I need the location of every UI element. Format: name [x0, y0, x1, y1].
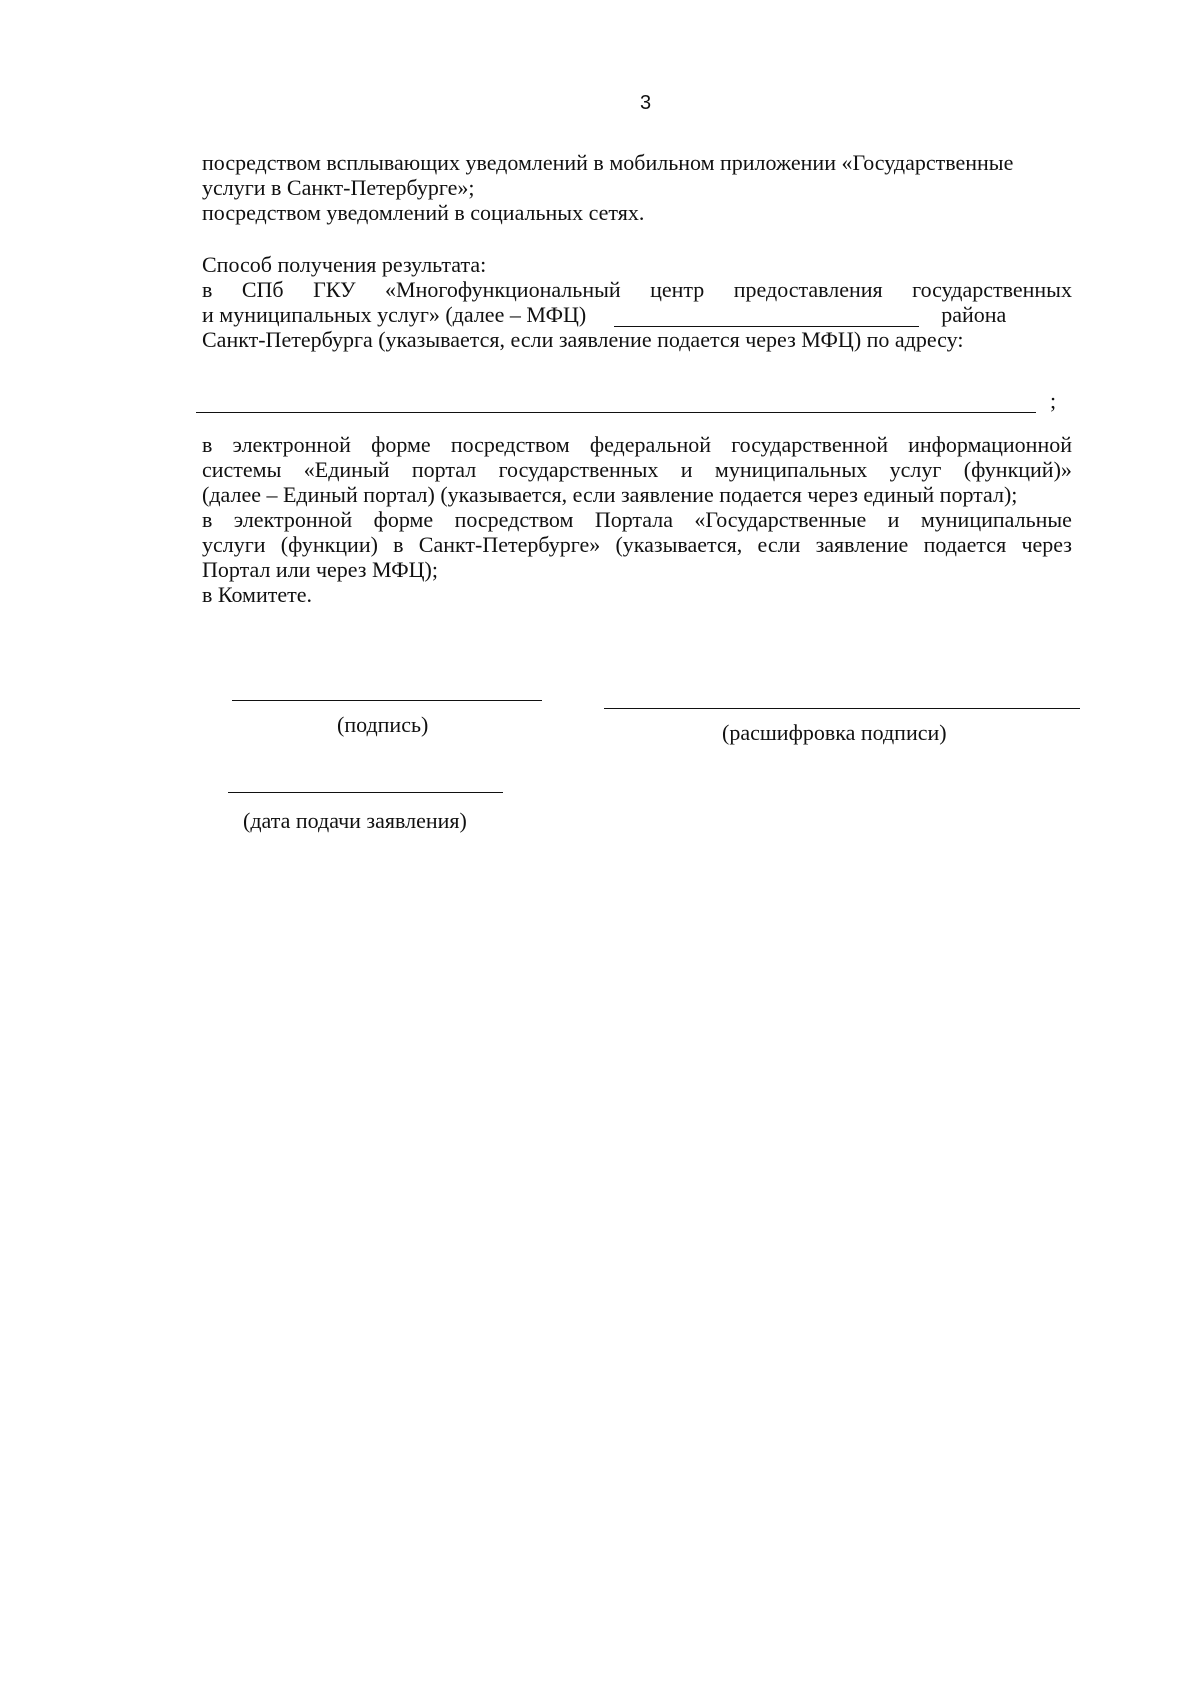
word: если [757, 532, 801, 557]
application-date-label: (дата подачи заявления) [243, 808, 467, 833]
word: Санкт-Петербурге» [418, 532, 601, 557]
word: в [202, 507, 213, 532]
word: центр [650, 277, 705, 302]
word: муниципальных [714, 457, 868, 482]
word: системы [202, 457, 282, 482]
word: (функций)» [963, 457, 1072, 482]
mfc-line-2-end: района [941, 302, 1007, 327]
signature-decoding-label: (расшифровка подписи) [722, 720, 947, 745]
word: ГКУ [313, 277, 356, 302]
signature-decoding-field[interactable] [604, 708, 1080, 709]
mfc-line-3: Санкт-Петербурга (указывается, если заявление подается через МФЦ) по адресу: [202, 327, 964, 352]
word: федеральной [589, 432, 712, 457]
word: форме [373, 507, 434, 532]
option-line: в Комитете. [202, 582, 312, 607]
signature-field[interactable] [232, 700, 542, 701]
word: посредством [450, 432, 570, 457]
option-line: Портал или через МФЦ); [202, 557, 438, 582]
word: электронной [232, 432, 351, 457]
word: в [393, 532, 404, 557]
notification-line: услуги в Санкт-Петербурге»; [202, 175, 475, 200]
word: предоставления [733, 277, 883, 302]
word: (функции) [280, 532, 378, 557]
page-number: 3 [640, 92, 652, 114]
option-line [202, 507, 1072, 532]
word: государственной [731, 432, 888, 457]
word: «Многофункциональный [385, 277, 621, 302]
word: портал [411, 457, 477, 482]
word: государственных [912, 277, 1072, 302]
options-block [202, 432, 1072, 607]
result-method-block [202, 252, 1072, 352]
option-line [202, 532, 1072, 557]
word: посредством [454, 507, 574, 532]
word: (указывается, [615, 532, 743, 557]
notification-line: посредством всплывающих уведомлений в мобильном приложении «Государственные [202, 150, 1014, 175]
word: информационной [908, 432, 1072, 457]
word: через [1021, 532, 1072, 557]
word: форме [371, 432, 431, 457]
word: подается [923, 532, 1007, 557]
word: и [680, 457, 693, 482]
word: и [887, 507, 900, 532]
word: СПб [241, 277, 284, 302]
notification-line: посредством уведомлений в социальных сетях. [202, 200, 645, 225]
word: в [202, 277, 213, 302]
option-line [202, 457, 1072, 482]
address-blank-field[interactable] [196, 412, 1036, 413]
word: «Единый [303, 457, 390, 482]
word: услуг [889, 457, 942, 482]
signature-label: (подпись) [337, 712, 429, 737]
word: в [202, 432, 213, 457]
address-semicolon: ; [1050, 388, 1057, 413]
mfc-line-2-text: и муниципальных услуг» (далее – МФЦ) [202, 302, 587, 327]
word: муниципальные [920, 507, 1072, 532]
mfc-line-2 [202, 302, 1072, 327]
result-method-heading: Способ получения результата: [202, 252, 487, 277]
word: заявление [815, 532, 909, 557]
notification-block [202, 150, 1072, 225]
word: электронной [233, 507, 353, 532]
option-line [202, 432, 1072, 457]
word: Портала [594, 507, 674, 532]
word: государственных [498, 457, 659, 482]
application-date-field[interactable] [228, 792, 503, 793]
word: услуги [202, 532, 266, 557]
mfc-line-1 [202, 277, 1072, 302]
word: «Государственные [694, 507, 867, 532]
option-line: (далее – Единый портал) (указывается, если заявление подается через единый портал); [202, 482, 1018, 507]
district-blank-field[interactable] [614, 308, 919, 327]
